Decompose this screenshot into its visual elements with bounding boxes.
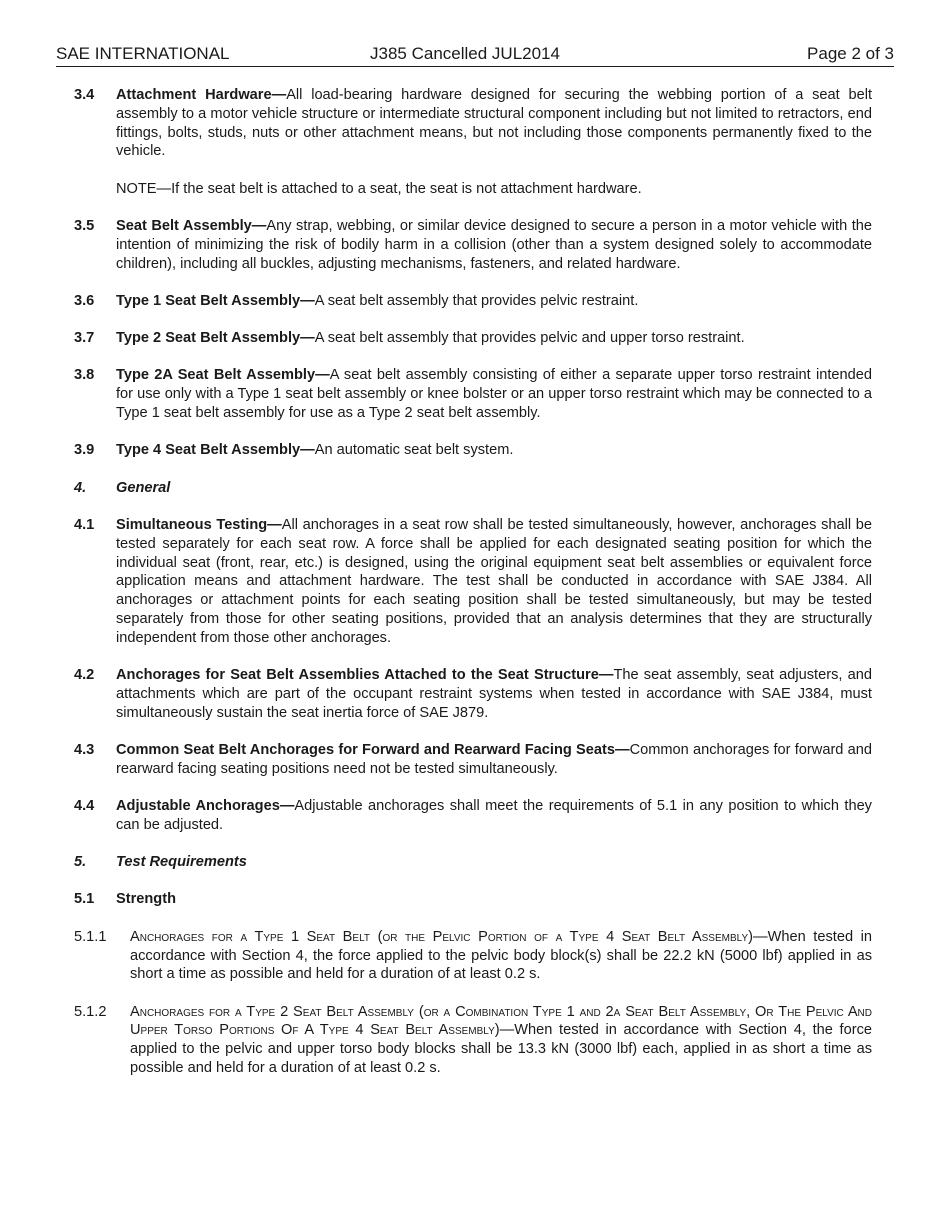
section-3-6 <box>74 292 872 311</box>
section-number: 3.6 <box>74 292 95 309</box>
term: Attachment Hardware— <box>116 87 287 103</box>
page-header <box>56 44 894 67</box>
section-5-heading <box>74 853 872 872</box>
section-number: 5.1.1 <box>74 928 107 945</box>
term: Seat Belt Assembly— <box>116 217 267 234</box>
definition: —When tested in accordance with Section 4, the force applied to the pelvic and upper torso body blocks shall be 13.3 kN (3000 lbf) each, applied in as short a time as possible and held for a duration of at least 0.2 s. <box>130 1022 872 1076</box>
term: Type 2A Seat Belt Assembly— <box>116 367 330 384</box>
section-number: 4.3 <box>74 741 95 758</box>
section-4-heading <box>74 479 872 498</box>
term: Type 1 Seat Belt Assembly— <box>116 292 315 309</box>
section-text <box>116 217 872 273</box>
section-4-3 <box>74 741 872 779</box>
section-number: 4.2 <box>74 667 95 684</box>
section-number: 4.1 <box>74 516 95 533</box>
term: Anchorages for Seat Belt Assemblies Attached to the Seat Structure— <box>116 667 614 684</box>
section-3-8 <box>74 366 872 422</box>
section-4-1 <box>74 516 872 648</box>
section-text <box>116 741 872 779</box>
section-number: 3.4 <box>74 87 95 103</box>
term: Type 2 Seat Belt Assembly— <box>116 330 315 347</box>
section-5-1-1 <box>74 928 872 984</box>
definition: An automatic seat belt system. <box>314 442 514 459</box>
section-text <box>130 928 872 984</box>
definition: All anchorages in a seat row shall be tested simultaneously, however, anchorages shall be tested separately for each seat row. A force shall be applied for each designated seating position for which the individual seat (front, rear, etc.) is designed, using the original equipment seat belt assemblies or equivalent force application means and attachment hardware. The test shall be conducted in accordance with SAE J384. All anchorages or attachment points for each seating position shall be tested simultaneously, but may be tested separately from those for other seating positions, provided that an analysis determines that they are structurally independent from those other anchorages. <box>116 516 872 646</box>
section-number: 5. <box>74 854 87 871</box>
section-5-1-2 <box>74 1003 872 1078</box>
term: Common Seat Belt Anchorages for Forward and Rearward Facing Seats— <box>116 741 630 758</box>
term: Adjustable Anchorages— <box>116 798 295 815</box>
section-number: 3.8 <box>74 367 95 384</box>
subsection-title: Anchorages for a Type 1 Seat Belt (or the Pelvic Portion of a Type 4 Seat Belt Assembly) <box>130 928 753 945</box>
definition: —When tested in accordance with Section 4, the force applied to the pelvic body block(s) shall be 22.2 kN (5000 lbf) applied in as short a time as possible and held for a duration of at least 0.2 s. <box>130 928 872 983</box>
header-document-id: J385 Cancelled JUL2014 <box>370 44 560 63</box>
header-page-number: Page 2 of 3 <box>807 44 894 63</box>
section-text <box>116 797 872 835</box>
section-text <box>116 329 872 348</box>
section-4-2 <box>74 666 872 722</box>
note-3-4: NOTE—If the seat belt is attached to a seat, the seat is not attachment hardware. <box>116 180 642 197</box>
term: Type 4 Seat Belt Assembly— <box>116 442 315 459</box>
definition: A seat belt assembly consisting of either a separate upper torso restraint intended for use only with a Type 1 seat belt assembly or knee bolster or an upper torso restraint which may be connected to a Type 1 seat belt assembly for use as a Type 2 seat belt assembly. <box>116 367 872 422</box>
section-title: Test Requirements <box>116 854 247 871</box>
section-number: 4. <box>74 479 87 496</box>
section-text <box>116 366 872 422</box>
definition: All load-bearing hardware designed for securing the webbing portion of a seat belt assembly to a motor vehicle structure or intermediate structural component including but not limited to retractors, end fittings, bolts, studs, nuts or other attachment means, but not including those components permanently fixed to the vehicle. <box>116 87 873 160</box>
section-4-4 <box>74 797 872 835</box>
definition: Common anchorages for forward and rearward facing seating positions need not be tested simultaneously. <box>116 741 872 777</box>
section-number: 5.1 <box>74 891 95 908</box>
section-3-5 <box>74 217 872 273</box>
definition: A seat belt assembly that provides pelvic restraint. <box>314 292 639 309</box>
header-organization: SAE INTERNATIONAL <box>56 44 230 63</box>
term: Simultaneous Testing— <box>116 516 282 533</box>
section-text <box>116 666 872 722</box>
section-3-4 <box>74 86 872 161</box>
section-number: 5.1.2 <box>74 1003 107 1020</box>
section-number: 3.7 <box>74 330 95 347</box>
section-number: 4.4 <box>74 798 95 815</box>
section-text <box>130 1003 872 1078</box>
section-number: 3.5 <box>74 217 95 234</box>
section-text <box>116 516 872 648</box>
section-number: 3.9 <box>74 442 95 459</box>
definition: The seat assembly, seat adjusters, and attachments which are part of the occupant restraint systems when tested in accordance with SAE J384, must simultaneously sustain the seat inertia force of SAE J879. <box>116 667 872 721</box>
section-title: Strength <box>116 891 176 908</box>
section-text <box>116 86 872 161</box>
section-3-9 <box>74 441 872 460</box>
section-text <box>116 292 872 311</box>
section-title: General <box>116 479 171 496</box>
section-3-7 <box>74 329 872 348</box>
subsection-title: Anchorages for a Type 2 Seat Belt Assembly (or a Combination Type 1 and 2a Seat Belt Assembly, Or The Pelvic And Upper Torso Portions Of A Type 4 Seat Belt Assembly) <box>130 1003 872 1039</box>
section-text <box>116 441 872 460</box>
definition: A seat belt assembly that provides pelvic and upper torso restraint. <box>314 330 745 347</box>
document-body <box>74 86 872 1096</box>
section-5-1-heading <box>74 890 872 909</box>
definition: Any strap, webbing, or similar device designed to secure a person in a motor vehicle with the intention of minimizing the risk of bodily harm in a collision (other than a system designed solely to accommodate children), including all buckles, adjusting mechanisms, fasteners, and related hardware. <box>116 217 872 272</box>
definition: Adjustable anchorages shall meet the requirements of 5.1 in any position to which they can be adjusted. <box>116 798 872 833</box>
